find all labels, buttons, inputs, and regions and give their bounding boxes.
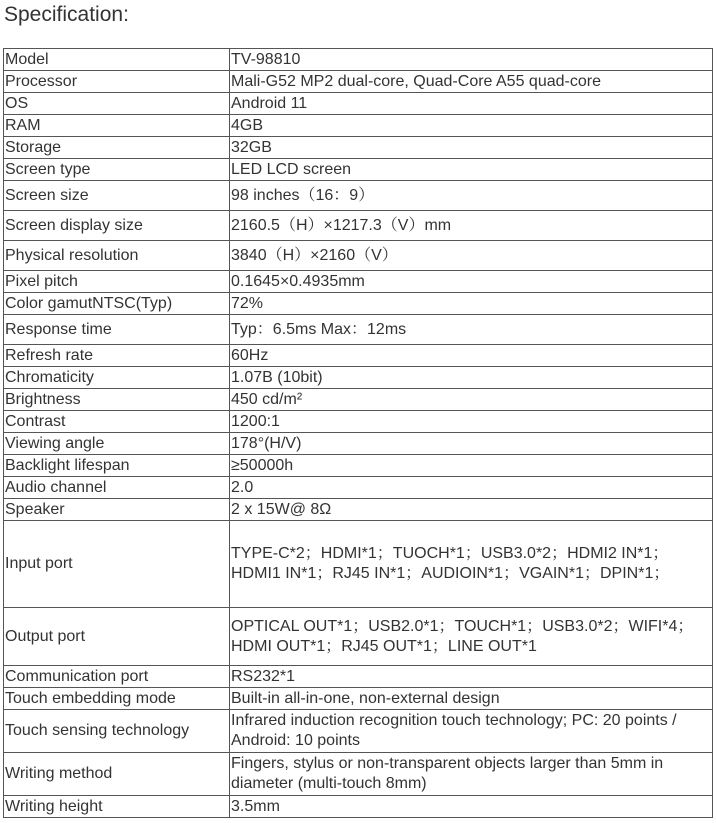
spec-value: 4GB — [230, 115, 713, 137]
table-row — [4, 137, 713, 159]
spec-label: Refresh rate — [4, 345, 230, 367]
spec-value: 32GB — [230, 137, 713, 159]
table-row — [4, 49, 713, 71]
table-row — [4, 499, 713, 521]
spec-value: 2160.5（H）×1217.3（V）mm — [230, 211, 713, 241]
table-row — [4, 211, 713, 241]
spec-label: Pixel pitch — [4, 271, 230, 293]
spec-value: OPTICAL OUT*1；USB2.0*1；TOUCH*1；USB3.0*2；WIFI*4；HDMI OUT*1；RJ45 OUT*1；LINE OUT*1 — [230, 608, 713, 666]
spec-label: Physical resolution — [4, 241, 230, 271]
spec-label: Input port — [4, 521, 230, 608]
spec-value: 60Hz — [230, 345, 713, 367]
spec-value: 0.1645×0.4935mm — [230, 271, 713, 293]
table-row — [4, 71, 713, 93]
spec-value: Built-in all-in-one, non-external design — [230, 688, 713, 710]
spec-value: 2 x 15W@ 8Ω — [230, 499, 713, 521]
table-row — [4, 455, 713, 477]
spec-label: Output port — [4, 608, 230, 666]
table-row — [4, 411, 713, 433]
table-row — [4, 710, 713, 753]
spec-value: TV-98810 — [230, 49, 713, 71]
spec-label: Storage — [4, 137, 230, 159]
table-row — [4, 688, 713, 710]
table-row — [4, 389, 713, 411]
table-row — [4, 181, 713, 211]
spec-label: RAM — [4, 115, 230, 137]
spec-label: Viewing angle — [4, 433, 230, 455]
table-row — [4, 608, 713, 666]
spec-label: Screen type — [4, 159, 230, 181]
spec-value: 72% — [230, 293, 713, 315]
spec-label: Contrast — [4, 411, 230, 433]
spec-label: Response time — [4, 315, 230, 345]
spec-label: Writing method — [4, 753, 230, 796]
spec-label: Touch embedding mode — [4, 688, 230, 710]
spec-value: TYPE-C*2；HDMI*1；TUOCH*1；USB3.0*2；HDMI2 IN*1；HDMI1 IN*1；RJ45 IN*1；AUDIOIN*1；VGAIN*1；DPIN*1； — [230, 521, 713, 608]
table-row — [4, 477, 713, 499]
table-row — [4, 159, 713, 181]
spec-label: Writing height — [4, 796, 230, 818]
spec-value: RS232*1 — [230, 666, 713, 688]
spec-label: Processor — [4, 71, 230, 93]
table-row — [4, 367, 713, 389]
page-title: Specification: — [4, 3, 129, 26]
spec-value: LED LCD screen — [230, 159, 713, 181]
table-row — [4, 315, 713, 345]
spec-value: 3840（H）×2160（V） — [230, 241, 713, 271]
spec-label: Screen size — [4, 181, 230, 211]
table-row — [4, 271, 713, 293]
spec-value: 450 cd/m² — [230, 389, 713, 411]
table-row — [4, 93, 713, 115]
spec-value: ≥50000h — [230, 455, 713, 477]
spec-value: 98 inches（16：9） — [230, 181, 713, 211]
spec-value: Fingers, stylus or non-transparent objects larger than 5mm in diameter (multi-touch 8mm) — [230, 753, 713, 796]
table-row — [4, 666, 713, 688]
spec-label: Color gamutNTSC(Typ) — [4, 293, 230, 315]
spec-value: Infrared induction recognition touch technology; PC: 20 points / Android: 10 points — [230, 710, 713, 753]
spec-label: Audio channel — [4, 477, 230, 499]
table-row — [4, 115, 713, 137]
spec-label: OS — [4, 93, 230, 115]
spec-label: Communication port — [4, 666, 230, 688]
spec-value: 1200:1 — [230, 411, 713, 433]
spec-label: Brightness — [4, 389, 230, 411]
spec-label: Backlight lifespan — [4, 455, 230, 477]
spec-value: Mali-G52 MP2 dual-core, Quad-Core A55 quad-core — [230, 71, 713, 93]
spec-label: Chromaticity — [4, 367, 230, 389]
spec-value: Android 11 — [230, 93, 713, 115]
specification-table — [3, 48, 713, 818]
table-row — [4, 345, 713, 367]
spec-label: Model — [4, 49, 230, 71]
spec-label: Touch sensing technology — [4, 710, 230, 753]
spec-value: 3.5mm — [230, 796, 713, 818]
table-row — [4, 753, 713, 796]
table-row — [4, 521, 713, 608]
spec-label: Speaker — [4, 499, 230, 521]
spec-value: 2.0 — [230, 477, 713, 499]
table-row — [4, 241, 713, 271]
spec-value: Typ：6.5ms Max：12ms — [230, 315, 713, 345]
table-row — [4, 433, 713, 455]
spec-value: 1.07B (10bit) — [230, 367, 713, 389]
spec-value: 178°(H/V) — [230, 433, 713, 455]
table-row — [4, 796, 713, 818]
spec-label: Screen display size — [4, 211, 230, 241]
table-row — [4, 293, 713, 315]
